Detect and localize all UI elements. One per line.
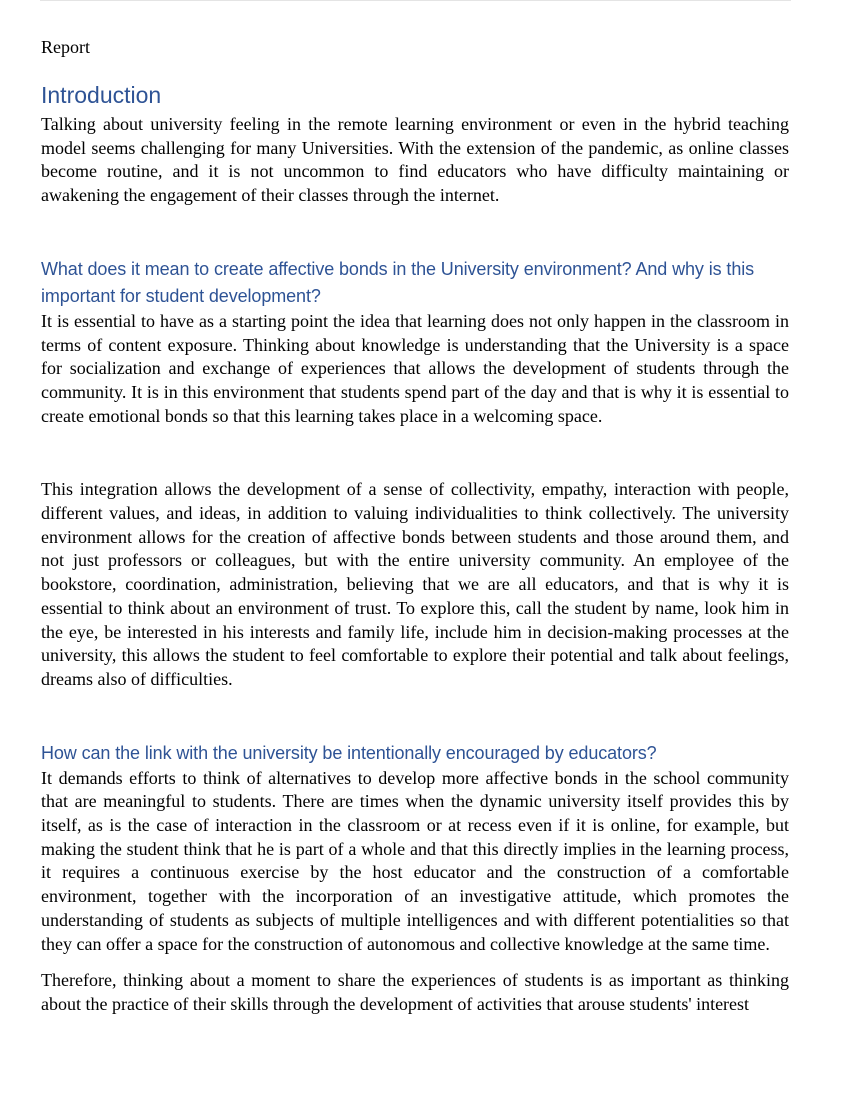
section-heading-affective-bonds: What does it mean to create affective bonds in the University environment? And why is this important for student development? [41, 258, 755, 306]
section-encouraging-link [41, 740, 789, 1017]
section-affective-bonds [41, 256, 789, 692]
section-spacer [41, 692, 789, 740]
paragraph: This integration allows the development of a sense of collectivity, empathy, interaction with people, different values, and ideas, in addition to valuing individualities to think collectively. The university environment allows for the creation of affective bonds between students and those around them, and not just professors or colleagues, but with the entire university community. An employee of the bookstore, coordination, administration, believing that we are all educators, and that is why it is essential to think about an environment of trust. To explore this, call the student by name, look him in the eye, be interested in his interests and family life, include him in decision-making processes at the university, this allows the student to feel comfortable to explore their potential and talk about feelings, dreams also of difficulties. [41, 479, 789, 689]
paragraph-spacer [41, 956, 789, 969]
section-introduction [41, 81, 789, 208]
section-heading-introduction: Introduction [41, 82, 162, 108]
document-page [41, 35, 789, 1017]
paragraph: It demands efforts to think of alternatives to develop more affective bonds in the school community that are meaningful to students. There are times when the dynamic university itself provides this by itself, as is the case of interaction in the classroom or at recess even if it is online, for example, but making the student think that he is part of a whole and that this directly implies in the learning process, it requires a continuous exercise by the host educator and the construction of a comfortable environment, together with the incorporation of an investigative attitude, which promotes the understanding of students as subjects of multiple intelligences and with different potentialities so that they can offer a space for the construction of autonomous and collective knowledge at the same time. [41, 767, 789, 954]
paragraph: Therefore, thinking about a moment to share the experiences of students is as important as thinking about the practice of their skills through the development of activities that arouse students' interest [41, 970, 789, 1014]
paragraph: It is essential to have as a starting point the idea that learning does not only happen in the classroom in terms of content exposure. Thinking about knowledge is understanding that the University is a space for socialization and exchange of experiences that allows the development of students through the community. It is in this environment that students spend part of the day and that is why it is essential to create emotional bonds so that this learning takes place in a welcoming space. [41, 310, 789, 426]
section-spacer [41, 208, 789, 256]
page-top-border [40, 0, 791, 1]
document-label: Report [41, 37, 90, 57]
paragraph-spacer [41, 428, 789, 478]
paragraph: Talking about university feeling in the remote learning environment or even in the hybrid teaching model seems challenging for many Universities. With the extension of the pandemic, as online classes become routine, and it is not uncommon to find educators who have difficulty maintaining or awakening the engagement of their classes through the internet. [41, 114, 789, 206]
section-heading-encouraging-link: How can the link with the university be intentionally encouraged by educators? [41, 742, 657, 763]
